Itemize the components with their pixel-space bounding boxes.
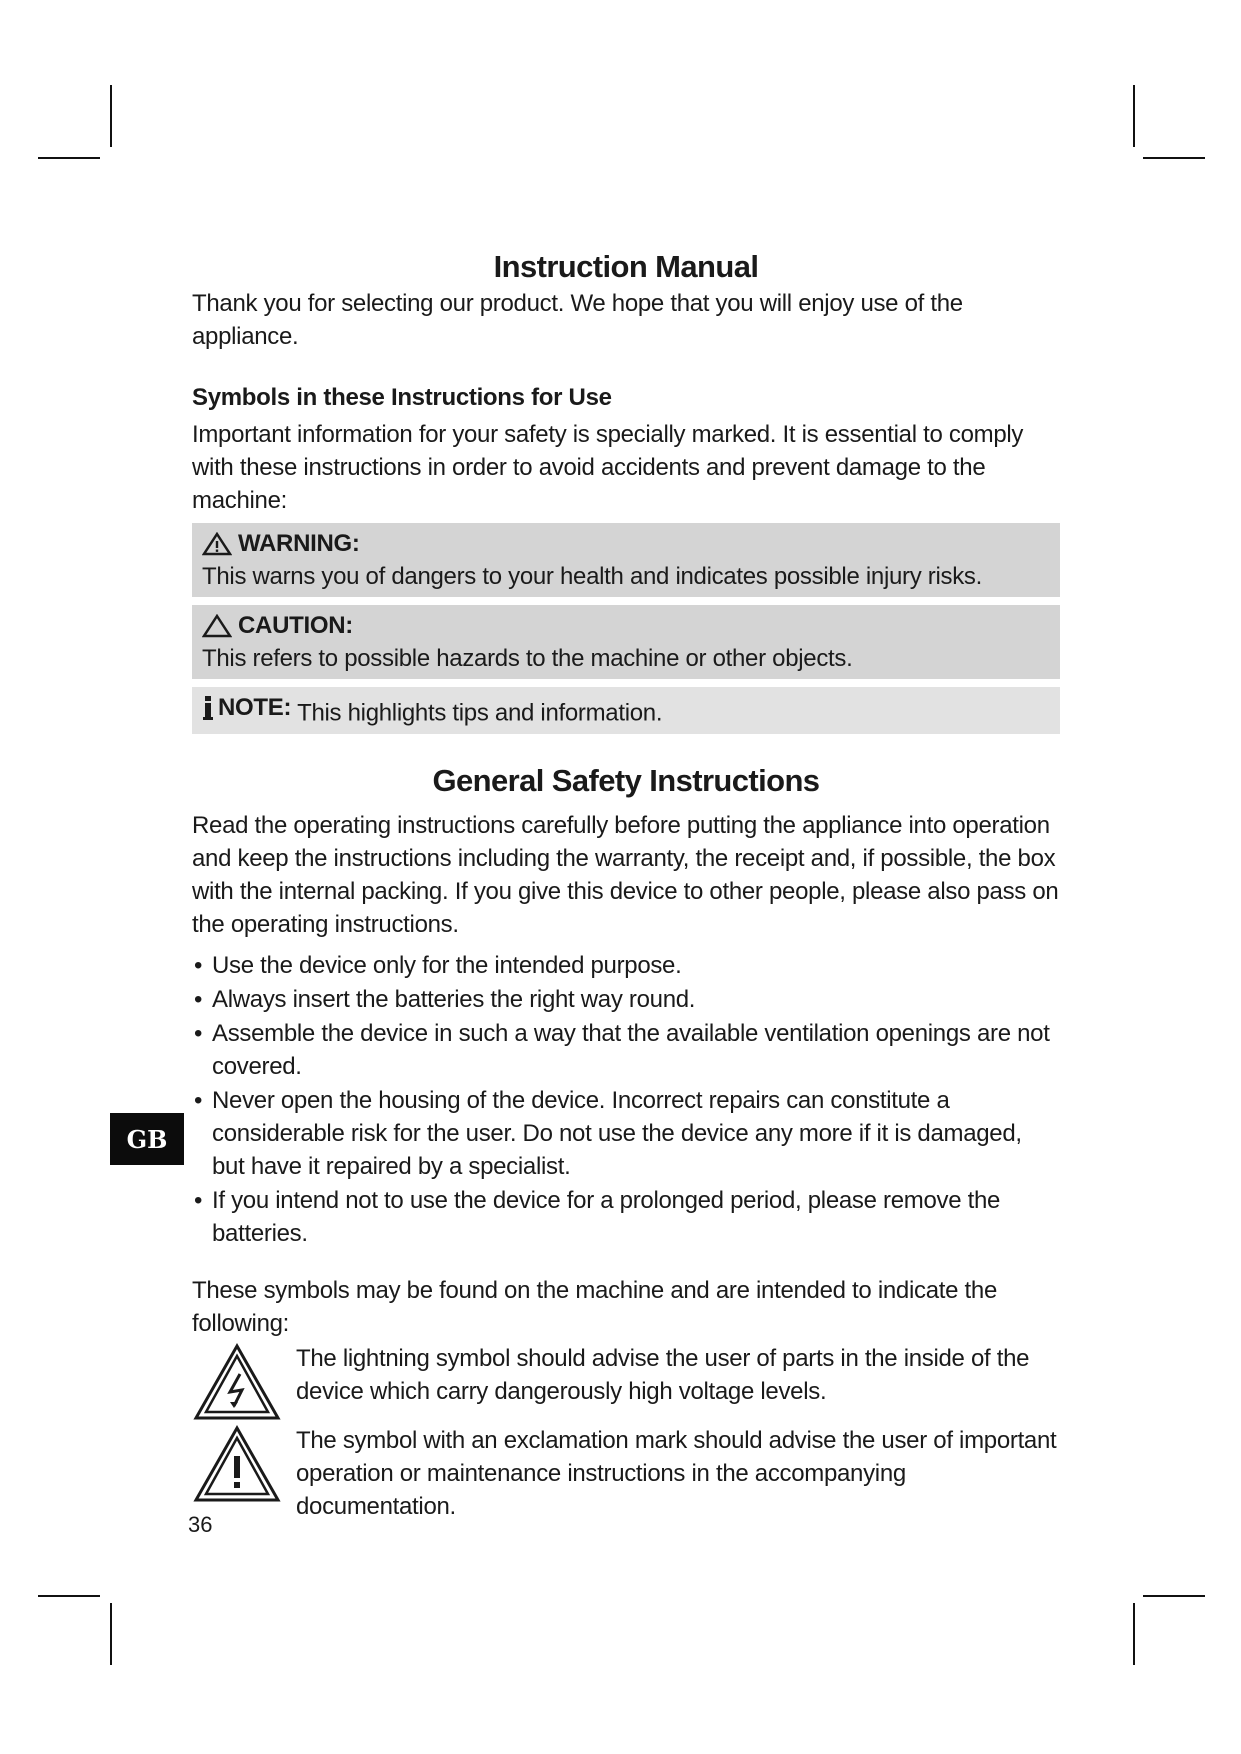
crop-mark (1143, 1595, 1205, 1597)
crop-mark (38, 157, 100, 159)
lightning-text: The lightning symbol should advise the user of parts in the inside of the device which carry dangerously high voltage levels. (296, 1344, 1030, 1405)
crop-mark (1133, 85, 1135, 147)
crop-mark (110, 85, 112, 147)
caution-label: CAUTION: (238, 612, 353, 639)
page-content (192, 250, 1060, 1523)
caution-triangle-icon (202, 614, 232, 638)
lightning-symbol-row (192, 1342, 1060, 1422)
page-number: 36 (188, 1512, 213, 1537)
page-title: Instruction Manual (493, 249, 759, 284)
warning-triangle-icon (202, 532, 232, 556)
caution-box (192, 605, 1060, 679)
list-item: • If you intend not to use the device for a prolonged period, please remove the batteries. (192, 1184, 1060, 1250)
exclamation-text: The symbol with an exclamation mark should advise the user of important operation or maintenance instructions in the accompanying documentation. (296, 1426, 1057, 1520)
safety-list (192, 949, 1060, 1250)
symbols-heading: Symbols in these Instructions for Use (192, 384, 612, 411)
crop-mark (1133, 1603, 1135, 1665)
warning-box (192, 523, 1060, 597)
note-box (192, 687, 1060, 734)
safety-title: General Safety Instructions (432, 762, 820, 798)
crop-mark (110, 1603, 112, 1665)
symbols-intro: Important information for your safety is specially marked. It is essential to comply with these instructions in order to avoid accidents and prevent damage to the machine: (192, 421, 1024, 514)
crop-mark (38, 1595, 100, 1597)
warning-text: This warns you of dangers to your health and indicates possible injury risks. (202, 563, 982, 590)
exclamation-symbol-row (192, 1424, 1060, 1523)
list-item: • Use the device only for the intended purpose. (192, 949, 1060, 982)
safety-intro: Read the operating instructions carefully before putting the appliance into operation and keep the instructions including the warranty, the receipt and, if possible, the box with the internal packing. If you give this device to other people, please also pass on the operating instructions. (192, 811, 1059, 938)
list-item: • Assemble the device in such a way that the available ventilation openings are not covered. (192, 1017, 1060, 1083)
caution-text: This refers to possible hazards to the machine or other objects. (202, 645, 853, 672)
symbols-note: These symbols may be found on the machine and are intended to indicate the following: (192, 1276, 997, 1337)
list-item: • Always insert the batteries the right way round. (192, 983, 1060, 1016)
exclamation-warning-icon (192, 1424, 282, 1504)
lightning-warning-icon (192, 1342, 282, 1422)
warning-label: WARNING: (238, 530, 360, 557)
crop-mark (1143, 157, 1205, 159)
note-label: NOTE: (218, 694, 292, 721)
intro-text: Thank you for selecting our product. We hope that you will enjoy use of the appliance. (192, 290, 963, 350)
info-icon (202, 695, 214, 721)
list-item: • Never open the housing of the device. Incorrect repairs can constitute a considerable risk for the user. Do not use the device any more if it is damaged, but have it repaired by a specialist. (192, 1084, 1060, 1183)
language-tab: GB (110, 1113, 184, 1165)
note-text: This highlights tips and information. (297, 699, 663, 727)
